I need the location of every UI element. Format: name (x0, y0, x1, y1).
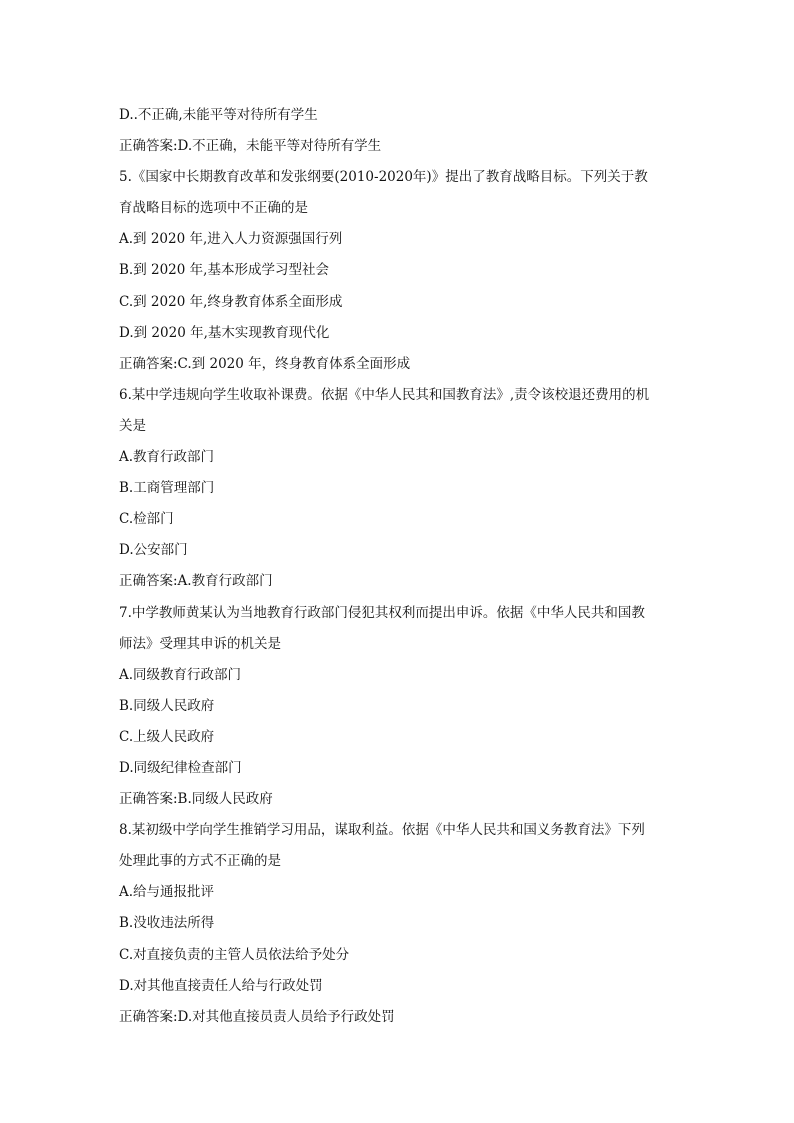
option-a: A.教育行政部门 (119, 449, 215, 466)
option-a: A.给与通报批评 (119, 884, 215, 901)
question-6: 6.某中学违规向学生收取补课费。依据《中华人民其和国教育法》,责令该校退还费用的机 (119, 386, 650, 403)
answer-line: 正确答案:D.对其他直接员责人员给予行政处罚 (119, 1008, 395, 1025)
option-c: C.对直接负责的主管人员依法给予处分 (119, 946, 350, 963)
option-d: D.同级纪律检查部门 (119, 759, 242, 776)
answer-line: 正确答案:A.教育行政部门 (119, 573, 273, 590)
option-b: B.同级人民政府 (119, 697, 215, 714)
answer-line: 正确答案:C.到 2020 年，终身教育体系全面形成 (119, 355, 411, 372)
option-c: C.上级人民政府 (119, 728, 215, 745)
question-7-cont: 师法》受理其申诉的机关是 (119, 635, 281, 652)
question-5: 5.《国家中长期教育改革和发张纲要(2010-2020年)》提出了教育战略目标。下列关于教 (119, 169, 648, 186)
question-6-cont: 关是 (119, 417, 146, 434)
answer-line: 正确答案:D.不正确，未能平等对待所有学生 (119, 138, 382, 155)
option-c: C.到 2020 年,终身教育体系全面形成 (119, 293, 343, 310)
option-b: B.工商管理部门 (119, 480, 215, 497)
question-8-cont: 处理此事的方式不正确的是 (119, 853, 281, 870)
option-d: D.到 2020 年,基木实现教育现代化 (119, 324, 330, 341)
question-text-block (119, 100, 679, 1033)
question-7: 7.中学教师黄某认为当地教育行政部门侵犯其权利而提出申诉。依据《中华人民共和国教 (119, 604, 645, 621)
answer-line: 正确答案:B.同级人民政府 (119, 791, 273, 808)
option-c: C.检部门 (119, 511, 174, 528)
option-d: D.公安部门 (119, 542, 188, 559)
option-a: A.到 2020 年,进入人力资源强国行列 (119, 231, 343, 248)
text-line: D..不正确,未能平等对待所有学生 (119, 107, 318, 123)
option-d: D.对其他直接责任人给与行政处罚 (119, 977, 323, 994)
option-b: B.没收违法所得 (119, 915, 215, 932)
question-5-cont: 育战略目标的选项中不正确的是 (119, 200, 308, 217)
option-b: B.到 2020 年,基本形成学习型社会 (119, 262, 329, 279)
question-8: 8.某初级中学向学生推销学习用品，谋取利益。依据《中华人民共和国义务教育法》下列 (119, 822, 645, 839)
option-a: A.同级教育行政部门 (119, 666, 242, 683)
